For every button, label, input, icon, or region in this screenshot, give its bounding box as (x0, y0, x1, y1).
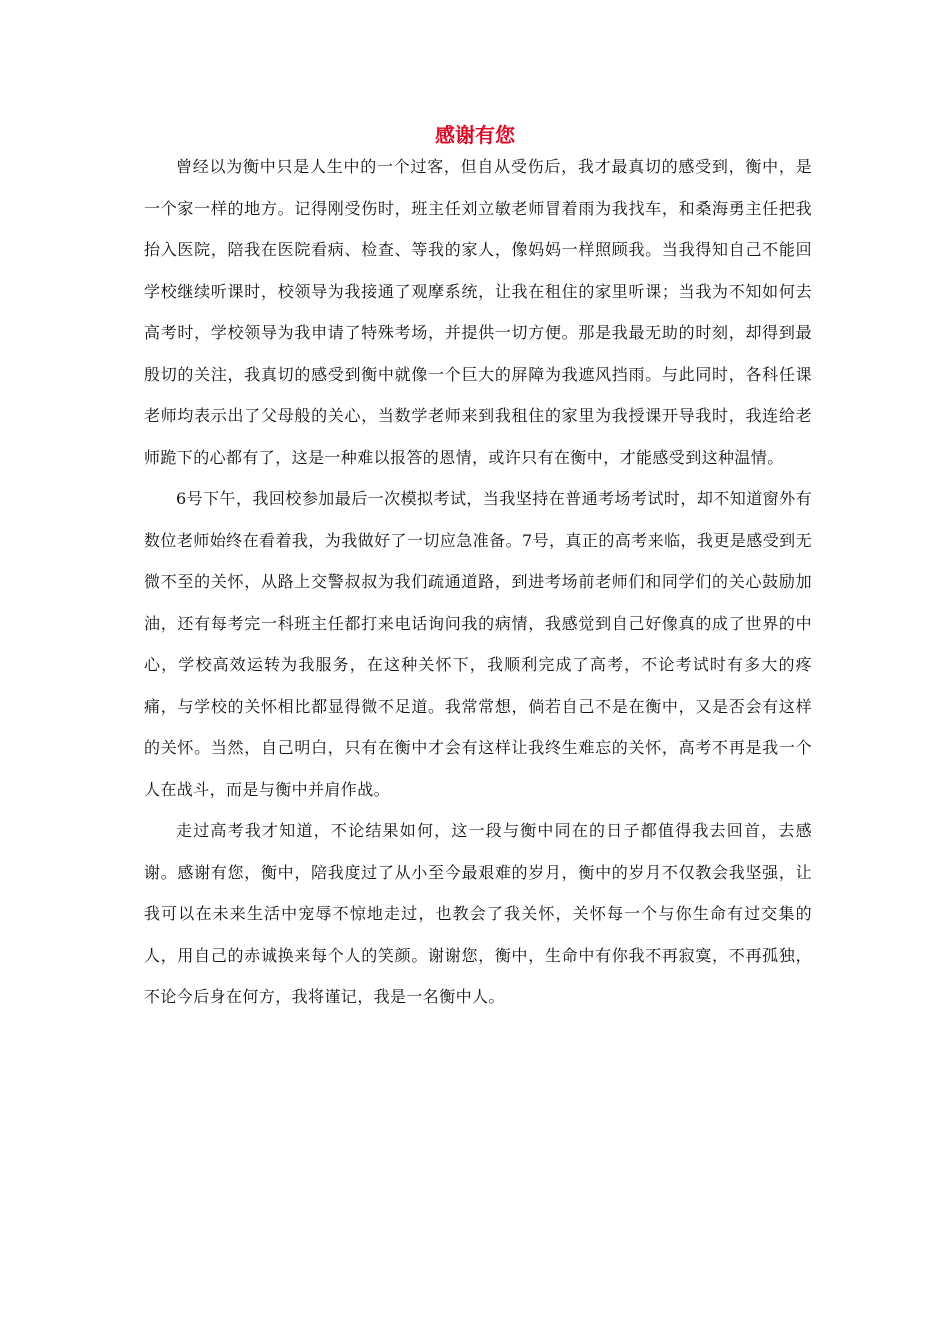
document-body (144, 146, 812, 1018)
document-title: 感谢有您 (435, 123, 515, 147)
paragraph-1: 曾经以为衡中只是人生中的一个过客，但自从受伤后，我才最真切的感受到，衡中，是一个家一样的地方。记得刚受伤时，班主任刘立敏老师冒着雨为我找车，和桑海勇主任把我抬入医院，陪我在医院看病、检查、等我的家人，像妈妈一样照顾我。当我得知自己不能回学校继续听课时，校领导为我接通了观摩系统，让我在租住的家里听课；当我为不知如何去高考时，学校领导为我申请了特殊考场，并提供一切方便。那是我最无助的时刻，却得到最殷切的关注，我真切的感受到衡中就像一个巨大的屏障为我遮风挡雨。与此同时，各科任课老师均表示出了父母般的关心，当数学老师来到我租住的家里为我授课开导我时，我连给老师跪下的心都有了，这是一种难以报答的恩情，或许只有在衡中，才能感受到这种温情。 (144, 157, 812, 467)
paragraph-2: 6号下午，我回校参加最后一次模拟考试，当我坚持在普通考场考试时，却不知道窗外有数位老师始终在看着我，为我做好了一切应急准备。7号，真正的高考来临，我更是感受到无微不至的关怀，从路上交警叔叔为我们疏通道路，到进考场前老师们和同学们的关心鼓励加油，还有每考完一科班主任都打来电话询问我的病情，我感觉到自己好像真的成了世界的中心，学校高效运转为我服务，在这种关怀下，我顺利完成了高考，不论考试时有多大的疼痛，与学校的关怀相比都显得微不足道。我常常想，倘若自己不是在衡中，又是否会有这样的关怀。当然，自己明白，只有在衡中才会有这样让我终生难忘的关怀，高考不再是我一个人在战斗，而是与衡中并肩作战。 (144, 489, 812, 799)
paragraph-3: 走过高考我才知道，不论结果如何，这一段与衡中同在的日子都值得我去回首，去感谢。感谢有您，衡中，陪我度过了从小至今最艰难的岁月，衡中的岁月不仅教会我坚强，让我可以在未来生活中宠辱不惊地走过，也教会了我关怀，关怀每一个与你生命有过交集的人，用自己的赤诚换来每个人的笑颜。谢谢您，衡中，生命中有你我不再寂寞，不再孤独， 不论今后身在何方，我将谨记，我是一名衡中人。 (144, 821, 812, 1006)
